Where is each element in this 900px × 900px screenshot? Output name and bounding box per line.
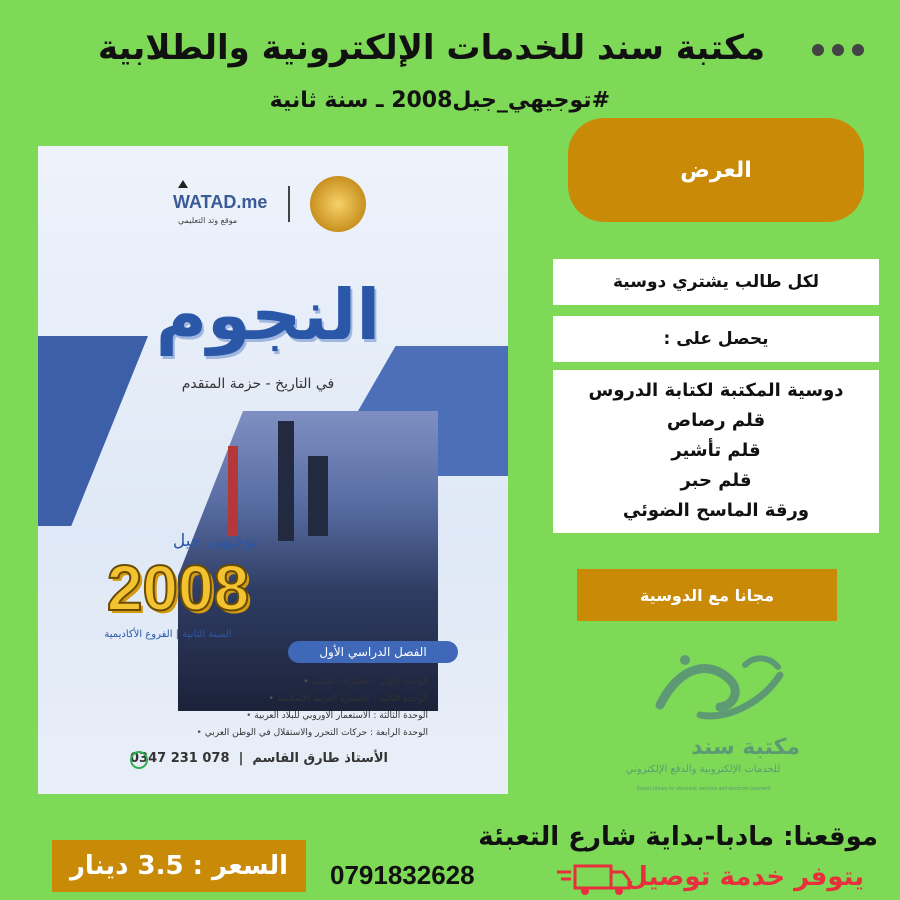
unit-item: الوحدة الثالثة : الاستعمار الأوروبي للبلاد العربية • (128, 708, 428, 725)
free-badge: مجانا مع الدوسية (577, 569, 837, 621)
unit-item: الوحدة الثانية : الحضارة العربية الإسلامية • (128, 691, 428, 708)
cover-title: النجوم (155, 274, 381, 356)
cover-generation: توجيهي جيل (172, 531, 258, 551)
page-title: مكتبة سند للخدمات الإلكترونية والطلابية (98, 28, 765, 68)
unit-item: الوحدة الأولى : حضارات عالمية • (128, 674, 428, 691)
cover-author: الأستاذ طارق القاسم | 078 231 0347 (129, 751, 388, 766)
library-sub: للخدمات الإلكترونية والدفع الإلكتروني (625, 764, 781, 775)
cover-units (128, 674, 428, 742)
offer-item: قلم تأشير (671, 440, 761, 461)
offer-items (553, 370, 879, 533)
phone-number[interactable]: 0791832628 (330, 860, 475, 890)
book-cover-image (38, 146, 508, 794)
watad-logo-icon (178, 180, 188, 188)
offer-item: قلم رصاص (666, 410, 766, 431)
offer-item: دوسية المكتبة لكتابة الدروس (588, 380, 844, 401)
library-name: مكتبة سند (691, 735, 800, 760)
price-badge: السعر : 3.5 دينار (52, 840, 306, 892)
cover-year: 2008 (106, 552, 250, 624)
cover-subtitle: في التاريخ - حزمة المتقدم (181, 376, 335, 392)
unit-item: الوحدة الرابعة : حركات التحرر والاستقلال في الوطن العربي • (128, 725, 428, 742)
cover-tracks: السنة الثانية | الفروع الأكاديمية (104, 629, 232, 640)
library-english: Sanad Library for electronic services and electronic payment (636, 786, 771, 792)
hashtag: #توجيهي_جيل2008 ـ سنة ثانية (269, 88, 610, 113)
whatsapp-icon (130, 751, 148, 769)
cover-semester: الفصل الدراسي الأول (288, 641, 458, 663)
offer-line-1: لكل طالب يشتري دوسية (553, 259, 879, 305)
gold-seal-icon (310, 176, 366, 232)
delivery-text: يتوفر خدمة توصيل (625, 862, 864, 892)
sanad-logo-icon (640, 645, 790, 735)
offer-line-2: يحصل على : (553, 316, 879, 362)
more-dots-icon[interactable] (812, 44, 864, 56)
watad-brand-sub: موقع وتد التعليمي (178, 216, 238, 225)
offer-label: العرض (568, 118, 864, 222)
offer-item: قلم حبر (680, 470, 752, 491)
offer-item: ورقة الماسح الضوئي (622, 500, 810, 521)
location-text: موقعنا: مادبا-بداية شارع التعبئة (478, 822, 878, 852)
watad-brand: WATAD.me (173, 192, 268, 212)
